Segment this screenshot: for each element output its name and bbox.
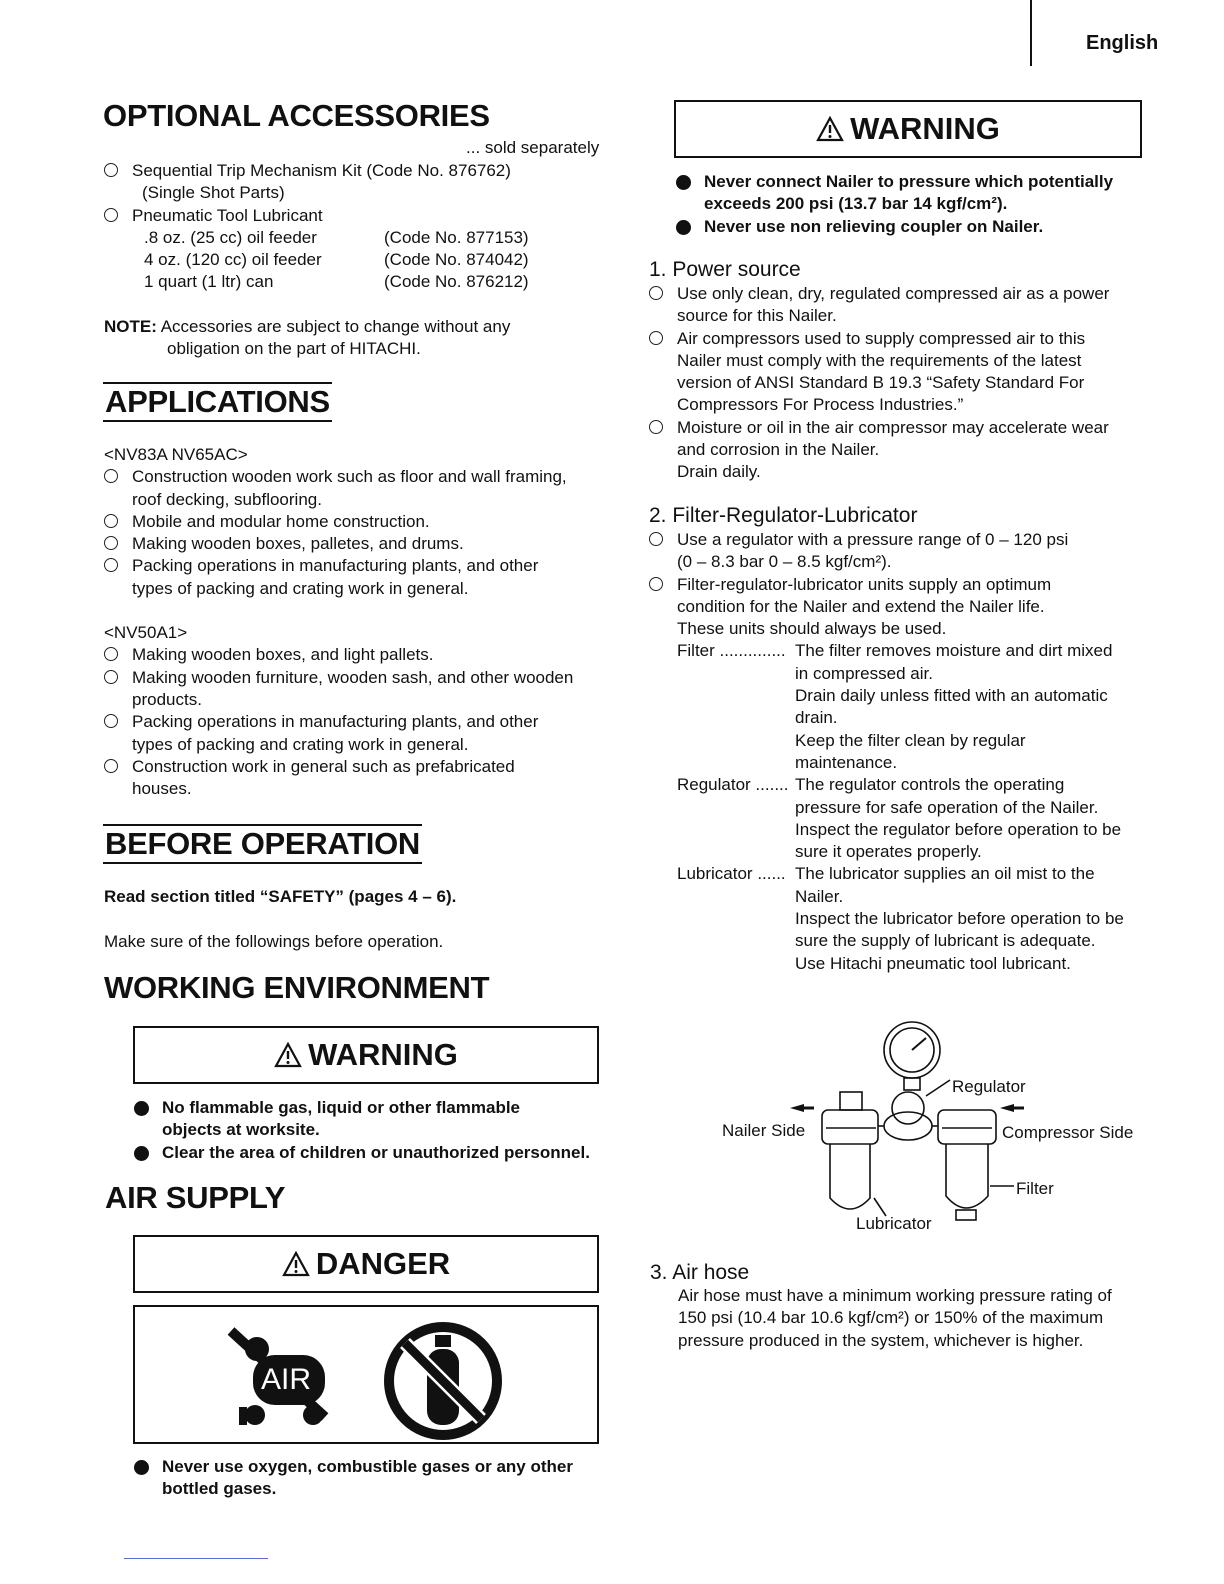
compressor-side-label: Compressor Side [1002, 1123, 1134, 1142]
note-label: NOTE: [104, 317, 157, 336]
circle-bullet-icon [104, 514, 118, 528]
circle-bullet-icon [649, 286, 663, 300]
air-hose-heading: 3. Air hose [650, 1261, 750, 1284]
list-item-cont: condition for the Nailer and extend the Nailer life. [677, 596, 1045, 616]
bullet-dot-icon [134, 1460, 149, 1475]
list-item: Never use oxygen, combustible gases or any other [134, 1456, 573, 1478]
list-item-cont: houses. [132, 779, 192, 799]
power-source-list [649, 283, 1109, 484]
language-label: English [1086, 32, 1159, 54]
filter-def-cont: Keep the filter clean by regular [795, 730, 1026, 750]
list-item: Sequential Trip Mechanism Kit (Code No. 876762) [104, 160, 604, 182]
note [104, 316, 510, 361]
list-item-sub: (Single Shot Parts) [142, 183, 285, 203]
circle-bullet-icon [649, 331, 663, 345]
circle-bullet-icon [104, 163, 118, 177]
filter-def-cont: drain. [795, 708, 838, 728]
power-source-heading: 1. Power source [649, 258, 801, 281]
applications-list [104, 444, 604, 800]
model-group: <NV83A NV65AC> [104, 445, 248, 464]
circle-bullet-icon [104, 714, 118, 728]
danger-label: DANGER [315, 1246, 451, 1281]
regulator-def-cont: Inspect the regulator before operation to be [795, 819, 1122, 839]
list-item: Making wooden boxes, and light pallets. [104, 644, 604, 666]
working-bullets [134, 1097, 590, 1164]
warning-box-right [674, 100, 1142, 158]
warning-box [133, 1026, 599, 1084]
circle-bullet-icon [104, 670, 118, 684]
warning-triangle-icon [282, 1251, 310, 1277]
regulator-def-cont: pressure for safe operation of the Nailer. [795, 797, 1099, 817]
pictogram-box [133, 1305, 599, 1444]
bullet-dot-icon [134, 1101, 149, 1116]
list-item: Use only clean, dry, regulated compressed air as a power [649, 283, 1109, 305]
list-item: Mobile and modular home construction. [104, 511, 604, 533]
list-item: Moisture or oil in the air compressor may accelerate wear [649, 417, 1109, 439]
circle-bullet-icon [104, 469, 118, 483]
list-item: Packing operations in manufacturing plants, and other [104, 555, 604, 577]
air-hose-line: Air hose must have a minimum working pressure rating of [678, 1286, 1112, 1305]
filter-def-cont: maintenance. [795, 752, 898, 772]
regulator-def-cont: sure it operates properly. [795, 842, 982, 862]
bullet-dot-icon [134, 1146, 149, 1161]
list-item: Packing operations in manufacturing plants, and other [104, 711, 604, 733]
regulator-label: Regulator [952, 1077, 1026, 1096]
list-item: Use a regulator with a pressure range of 0 – 120 psi [649, 529, 1124, 551]
nailer-side-label: Nailer Side [722, 1121, 806, 1140]
circle-bullet-icon [104, 647, 118, 661]
list-item: Pneumatic Tool Lubricant [104, 205, 604, 227]
list-item: Making wooden boxes, palletes, and drums. [104, 533, 604, 555]
list-item: Air compressors used to supply compressed air to this [649, 328, 1109, 350]
circle-bullet-icon [104, 536, 118, 550]
warning-triangle-icon [816, 116, 844, 142]
accessory-row: 4 oz. (120 cc) oil feeder (Code No. 874042) [144, 250, 529, 270]
list-item-cont: These units should always be used. [677, 619, 947, 639]
lubricator-def-cont: sure the supply of lubricant is adequate. [795, 931, 1096, 951]
footer-rule [124, 1558, 268, 1559]
air-pictogram-text: AIR [261, 1363, 312, 1396]
circle-bullet-icon [104, 759, 118, 773]
list-item-cont: exceeds 200 psi (13.7 bar 14 kgf/cm²). [704, 194, 1008, 214]
frl-diagram [700, 1020, 1170, 1240]
list-item: Making wooden furniture, wooden sash, and other wooden [104, 667, 604, 689]
before-operation-title: BEFORE OPERATION [103, 824, 422, 864]
circle-bullet-icon [104, 208, 118, 222]
lubricator-def-cont: Nailer. [795, 886, 844, 906]
bullet-dot-icon [676, 220, 691, 235]
no-air-compressor-icon [225, 1327, 335, 1427]
list-item: Construction work in general such as prefabricated [104, 756, 604, 778]
make-sure: Make sure of the followings before operation. [104, 932, 444, 951]
lubricator-label: Lubricator [856, 1214, 932, 1233]
lubricator-def: Lubricator ...... The lubricator supplies an oil mist to the [677, 864, 1095, 884]
read-safety: Read section titled “SAFETY” (pages 4 – 6). [104, 887, 457, 906]
list-item-cont: types of packing and crating work in general. [132, 734, 469, 754]
frl-list [649, 529, 1124, 975]
list-item-cont: Nailer must comply with the requirements of the latest [677, 350, 1082, 370]
list-item-cont: types of packing and crating work in general. [132, 578, 469, 598]
filter-def-cont: Drain daily unless fitted with an automatic [795, 686, 1108, 706]
warning-label: WARNING [850, 111, 1000, 146]
list-item: Clear the area of children or unauthorized personnel. [134, 1142, 590, 1164]
warning-label: WARNING [308, 1037, 458, 1072]
list-item-cont: Compressors For Process Industries.” [677, 395, 964, 415]
accessory-row: 1 quart (1 ltr) can (Code No. 876212) [144, 272, 529, 292]
list-item: No flammable gas, liquid or other flammable [134, 1097, 590, 1119]
list-item: Filter-regulator-lubricator units supply an optimum [649, 574, 1124, 596]
lubricator-def-cont: Inspect the lubricator before operation to be [795, 909, 1124, 929]
filter-label: Filter [1016, 1179, 1054, 1198]
list-item-cont: objects at worksite. [162, 1120, 320, 1140]
accessory-list [104, 160, 604, 294]
list-item-cont: products. [132, 689, 202, 709]
note-text: Accessories are subject to change without any [160, 317, 511, 336]
sold-separately: ... sold separately [466, 138, 600, 157]
regulator-def: Regulator ....... The regulator controls the operating [677, 775, 1065, 795]
circle-bullet-icon [649, 577, 663, 591]
accessory-row: .8 oz. (25 cc) oil feeder (Code No. 877153) [144, 227, 529, 247]
circle-bullet-icon [649, 420, 663, 434]
list-item-cont: roof decking, subflooring. [132, 489, 322, 509]
applications-title: APPLICATIONS [103, 382, 332, 422]
circle-bullet-icon [104, 558, 118, 572]
list-item-cont: (0 – 8.3 bar 0 – 8.5 kgf/cm²). [677, 552, 892, 572]
air-supply-bullets [134, 1456, 573, 1501]
optional-accessories-title: OPTIONAL ACCESSORIES [103, 98, 490, 133]
list-item: Never connect Nailer to pressure which potentially [676, 171, 1113, 193]
danger-box [133, 1235, 599, 1293]
frl-heading: 2. Filter-Regulator-Lubricator [649, 504, 918, 527]
list-item-cont: version of ANSI Standard B 19.3 “Safety Standard For [677, 373, 1085, 393]
circle-bullet-icon [649, 532, 663, 546]
header-divider [1030, 0, 1032, 66]
right-warning-bullets [676, 171, 1113, 238]
bullet-dot-icon [676, 175, 691, 190]
list-item-cont: source for this Nailer. [677, 306, 837, 326]
working-environment-title: WORKING ENVIRONMENT [104, 970, 490, 1005]
list-item: Never use non relieving coupler on Nailer. [676, 216, 1113, 238]
note-text-2: obligation on the part of HITACHI. [167, 339, 421, 359]
model-group: <NV50A1> [104, 623, 188, 643]
filter-def-cont: in compressed air. [795, 663, 933, 683]
warning-triangle-icon [274, 1042, 302, 1068]
list-item-cont: bottled gases. [162, 1479, 277, 1499]
list-item-cont: Drain daily. [677, 462, 761, 482]
air-hose-line: pressure produced in the system, whichever is higher. [678, 1330, 1084, 1350]
air-hose-line: 150 psi (10.4 bar 10.6 kgf/cm²) or 150% of the maximum [678, 1308, 1104, 1328]
list-item: Construction wooden work such as floor and wall framing, [104, 466, 604, 488]
filter-def: Filter .............. The filter removes moisture and dirt mixed [677, 641, 1113, 661]
air-hose-text [678, 1285, 1112, 1352]
lubricator-def-cont: Use Hitachi pneumatic tool lubricant. [795, 953, 1071, 973]
list-item-cont: and corrosion in the Nailer. [677, 440, 880, 460]
air-supply-title: AIR SUPPLY [105, 1180, 286, 1215]
no-gas-cylinder-icon [383, 1321, 503, 1441]
